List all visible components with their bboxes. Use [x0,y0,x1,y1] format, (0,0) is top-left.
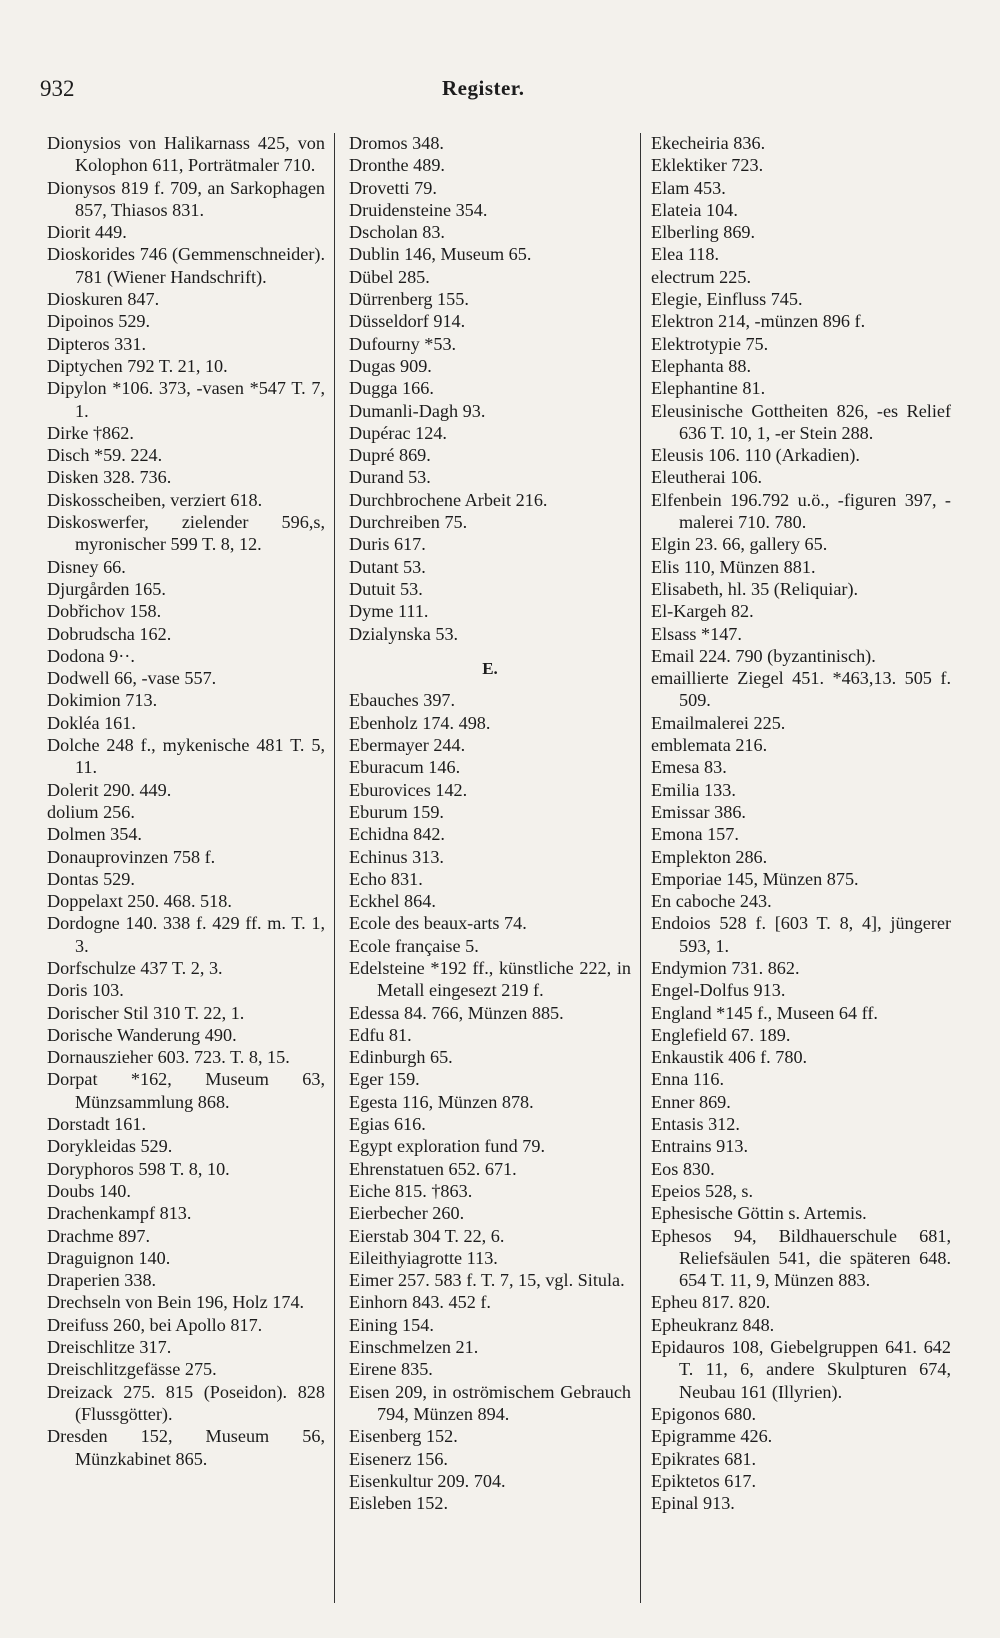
index-entry: Egias 616. [349,1114,426,1135]
index-entry: Ephesos 94, Bildhauerschule 681, Reliefsäulen 541, die späteren 648. 654 T. 11, 9, Münzen 883. [651,1225,951,1291]
index-entry: Einschmelzen 21. [349,1337,479,1358]
index-entry: Elsass *147. [651,623,742,644]
index-entry: Dolerit 290. 449. [47,779,172,800]
index-entry: Dodwell 66, -vase 557. [47,668,217,689]
index-entry: Disken 328. 736. [47,467,172,488]
index-entry: England *145 f., Museen 64 ff. [651,1002,878,1023]
index-entry: Edessa 84. 766, Münzen 885. [349,1002,564,1023]
index-entry: Elektrotypie 75. [651,333,769,354]
index-entry: dolium 256. [47,801,135,822]
index-entry: Eisenberg 152. [349,1426,458,1447]
index-entry: Ehrenstatuen 652. 671. [349,1158,517,1179]
index-entry: Elgin 23. 66, gallery 65. [651,534,828,555]
index-entry: Echo 831. [349,868,423,889]
index-entry: Eklektiker 723. [651,155,764,176]
index-entry: Eileithyiagrotte 113. [349,1247,498,1268]
index-entry: Durand 53. [349,467,431,488]
index-entry: Dorpat *162, Museum 63, Münzsammlung 868. [47,1069,325,1112]
index-entry: Dornauszieher 603. 723. T. 8, 15. [47,1047,290,1068]
index-entry: Dionysos 819 f. 709, an Sarkophagen 857, Thiasos 831. [47,177,325,220]
index-entry: Ebauches 397. [349,690,456,711]
index-entry: Enna 116. [651,1069,725,1090]
index-entry: Dronthe 489. [349,155,445,176]
index-column-3 [651,132,951,1612]
index-entry: Epikrates 681. [651,1448,757,1469]
index-entry: Eimer 257. 583 f. T. 7, 15, vgl. Situla. [349,1270,625,1291]
index-entry: Ebermayer 244. [349,735,466,756]
index-entry: Dreifuss 260, bei Apollo 817. [47,1314,263,1335]
index-entry: Elis 110, Münzen 881. [651,556,816,577]
index-entry: Enner 869. [651,1091,731,1112]
column-divider [640,133,641,1603]
index-entry: Eisenerz 156. [349,1448,448,1469]
index-entry: Disney 66. [47,556,126,577]
index-entry: Epinal 913. [651,1493,735,1514]
index-entry: Eisleben 152. [349,1493,449,1514]
index-entry: Dontas 529. [47,868,135,889]
index-entry: Elberling 869. [651,222,756,243]
index-entry: Durchreiben 75. [349,512,468,533]
index-entry: Edelsteine *192 ff., künstliche 222, in Metall eingesezt 219 f. [349,957,631,1001]
index-entry: En caboche 243. [651,891,772,912]
index-entry: Drachenkampf 813. [47,1203,192,1224]
index-entry: Diorit 449. [47,222,127,243]
index-entry: Dokléa 161. [47,712,136,733]
index-entry: Elisabeth, hl. 35 (Reliquiar). [651,578,859,599]
index-entry: Emplekton 286. [651,846,768,867]
index-entry: Düsseldorf 914. [349,311,466,332]
index-entry: Dionysios von Halikarnass 425, von Kolophon 611, Porträtmaler 710. [47,133,325,176]
index-entry: Dobřichov 158. [47,601,162,622]
index-entry: Dorykleidas 529. [47,1136,173,1157]
index-entry: Emporiae 145, Münzen 875. [651,868,859,889]
index-entry: Dzialynska 53. [349,623,459,644]
index-entry: Disch *59. 224. [47,445,163,466]
column-divider [334,133,335,1603]
index-entry: Dupré 869. [349,445,431,466]
index-entry: Diskoswerfer, zielender 596,s, myronischer 599 T. 8, 12. [47,512,325,555]
index-entry: Draperien 338. [47,1270,157,1291]
index-entry: Enkaustik 406 f. 780. [651,1047,808,1068]
index-entry: Ebenholz 174. 498. [349,712,491,733]
index-entry: Dipteros 331. [47,333,147,354]
index-entry: Eierbecher 260. [349,1203,465,1224]
index-entry: Edinburgh 65. [349,1047,453,1068]
index-entry: Eburacum 146. [349,757,461,778]
index-entry: Elephanta 88. [651,355,751,376]
index-entry: Dupérac 124. [349,422,447,443]
index-entry: emblemata 216. [651,735,768,756]
index-entry: Djurgården 165. [47,578,166,599]
index-entry: Egesta 116, Münzen 878. [349,1091,534,1112]
index-entry: Dordogne 140. 338 f. 429 ff. m. T. 1, 3. [47,913,325,956]
index-entry: Epeios 528, s. [651,1180,754,1201]
index-entry: Dobrudscha 162. [47,623,172,644]
index-entry: Ecole des beaux-arts 74. [349,913,527,934]
index-entry: Dreizack 275. 815 (Poseidon). 828 (Flussgötter). [47,1381,325,1424]
index-entry: Emailmalerei 225. [651,712,786,733]
index-entry: Eleusis 106. 110 (Arkadien). [651,445,860,466]
index-entry: Dioskuren 847. [47,289,160,310]
index-entry: Diptychen 792 T. 21, 10. [47,355,228,376]
index-entry: Dutant 53. [349,556,426,577]
index-entry: Eger 159. [349,1069,420,1090]
index-entry: Diskosscheiben, verziert 618. [47,489,263,510]
section-heading: E. [482,658,498,678]
index-entry: Drechseln von Bein 196, Holz 174. [47,1292,305,1313]
index-entry: Entasis 312. [651,1114,740,1135]
index-entry: Drovetti 79. [349,177,437,198]
index-entry: Duris 617. [349,534,426,555]
index-entry: Eleusinische Gottheiten 826, -es Relief 636 T. 10, 1, -er Stein 288. [651,400,951,443]
index-entry: Dipoinos 529. [47,311,151,332]
index-entry: Elam 453. [651,177,726,198]
index-entry: Doppelaxt 250. 468. 518. [47,891,232,912]
index-entry: Emissar 386. [651,801,746,822]
index-entry: Elfenbein 196.792 u.ö., -figuren 397, -malerei 710. 780. [651,489,951,533]
index-entry: Dodona 9··. [47,645,135,666]
index-entry: Dorische Wanderung 490. [47,1024,237,1045]
index-entry: Dübel 285. [349,266,430,287]
index-entry: Echinus 313. [349,846,444,867]
index-entry: Dokimion 713. [47,690,158,711]
index-entry: Eleutherai 106. [651,467,763,488]
index-entry: Ecole française 5. [349,935,479,956]
index-entry: Eisen 209, in oströmischem Gebrauch 794, Münzen 894. [349,1381,631,1424]
index-entry: Dutuit 53. [349,578,423,599]
index-entry: Elephantine 81. [651,378,766,399]
index-entry: Dublin 146, Museum 65. [349,244,532,265]
index-entry: Eburovices 142. [349,779,468,800]
index-entry: Dorfschulze 437 T. 2, 3. [47,957,223,978]
index-entry: emaillierte Ziegel 451. *463,13. 505 f. 509. [651,668,951,711]
index-entry: Emesa 83. [651,757,727,778]
index-entry: Doris 103. [47,980,124,1001]
page-header [40,76,540,106]
index-entry: Eining 154. [349,1314,434,1335]
index-entry: Dugga 166. [349,378,434,399]
running-head-title: Register. [442,76,525,100]
index-entry: Edfu 81. [349,1024,412,1045]
index-entry: Dorischer Stil 310 T. 22, 1. [47,1002,245,1023]
index-entry: Dresden 152, Museum 56, Münzkabinet 865. [47,1426,325,1469]
index-entry: Eckhel 864. [349,891,436,912]
index-entry: Epigramme 426. [651,1426,773,1447]
index-entry: Drachme 897. [47,1225,151,1246]
index-entry: Elegie, Einfluss 745. [651,289,803,310]
index-entry: Doryphoros 598 T. 8, 10. [47,1158,230,1179]
index-entry: Dromos 348. [349,133,444,153]
index-entry: Dugas 909. [349,355,432,376]
index-entry: Dolmen 354. [47,824,142,845]
page-number: 932 [40,76,75,101]
index-entry: Dorstadt 161. [47,1114,147,1135]
index-entry: Email 224. 790 (byzantinisch). [651,645,876,666]
index-entry: Epiktetos 617. [651,1470,757,1491]
index-entry: electrum 225. [651,266,751,287]
index-entry: Eiche 815. †863. [349,1180,473,1201]
index-entry: Echidna 842. [349,824,445,845]
index-entry: Eirene 835. [349,1359,433,1380]
index-entry: Draguignon 140. [47,1247,171,1268]
index-entry: Dioskorides 746 (Gemmenschneider). 781 (Wiener Handschrift). [47,244,325,287]
index-entry: Engel-Dolfus 913. [651,980,786,1001]
index-entry: Dufourny *53. [349,333,457,354]
index-entry: Englefield 67. 189. [651,1024,791,1045]
index-entry: Epigonos 680. [651,1403,757,1424]
index-entry: Doubs 140. [47,1180,131,1201]
index-entry: Emilia 133. [651,779,736,800]
index-entry: Ephesische Göttin s. Artemis. [651,1203,867,1224]
index-entry: Elateia 104. [651,199,738,220]
index-entry: Endymion 731. 862. [651,957,800,978]
index-entry: Epidauros 108, Giebelgruppen 641. 642 T. 11, 6, andere Skulpturen 674, Neubau 161 (Illyrien). [651,1337,951,1402]
index-entry: Eierstab 304 T. 22, 6. [349,1225,505,1246]
index-entry: Entrains 913. [651,1136,748,1157]
index-entry: Dreischlitze 317. [47,1337,172,1358]
index-entry: Donauprovinzen 758 f. [47,846,216,867]
index-entry: Dürrenberg 155. [349,289,469,310]
index-entry: Epheukranz 848. [651,1314,775,1335]
index-entry: Epheu 817. 820. [651,1292,771,1313]
index-entry: Elea 118. [651,244,720,265]
index-entry: Dscholan 83. [349,222,445,243]
index-entry: Elektron 214, -münzen 896 f. [651,311,866,332]
index-entry: Eos 830. [651,1158,715,1179]
index-entry: Durchbrochene Arbeit 216. [349,489,548,510]
index-entry: Eisenkultur 209. 704. [349,1470,506,1491]
index-entry: Dolche 248 f., mykenische 481 T. 5, 11. [47,735,325,778]
index-entry: Dirke †862. [47,422,134,443]
index-entry: Dyme 111. [349,601,429,622]
index-entry: Egypt exploration fund 79. [349,1136,545,1157]
index-column-2 [349,132,631,1612]
index-column-1 [47,132,325,1612]
index-entry: Dumanli-Dagh 93. [349,400,486,421]
index-entry: Eburum 159. [349,801,444,822]
index-entry: Endoios 528 f. [603 T. 8, 4], jüngerer 593, 1. [651,913,951,956]
index-entry: Emona 157. [651,824,739,845]
index-entry: El-Kargeh 82. [651,601,754,622]
index-entry: Dipylon *106. 373, -vasen *547 T. 7, 1. [47,378,325,421]
index-entry: Einhorn 843. 452 f. [349,1292,491,1313]
index-entry: Ekecheiria 836. [651,133,766,153]
index-entry: Dreischlitzgefässe 275. [47,1359,217,1380]
index-entry: Druidensteine 354. [349,199,488,220]
